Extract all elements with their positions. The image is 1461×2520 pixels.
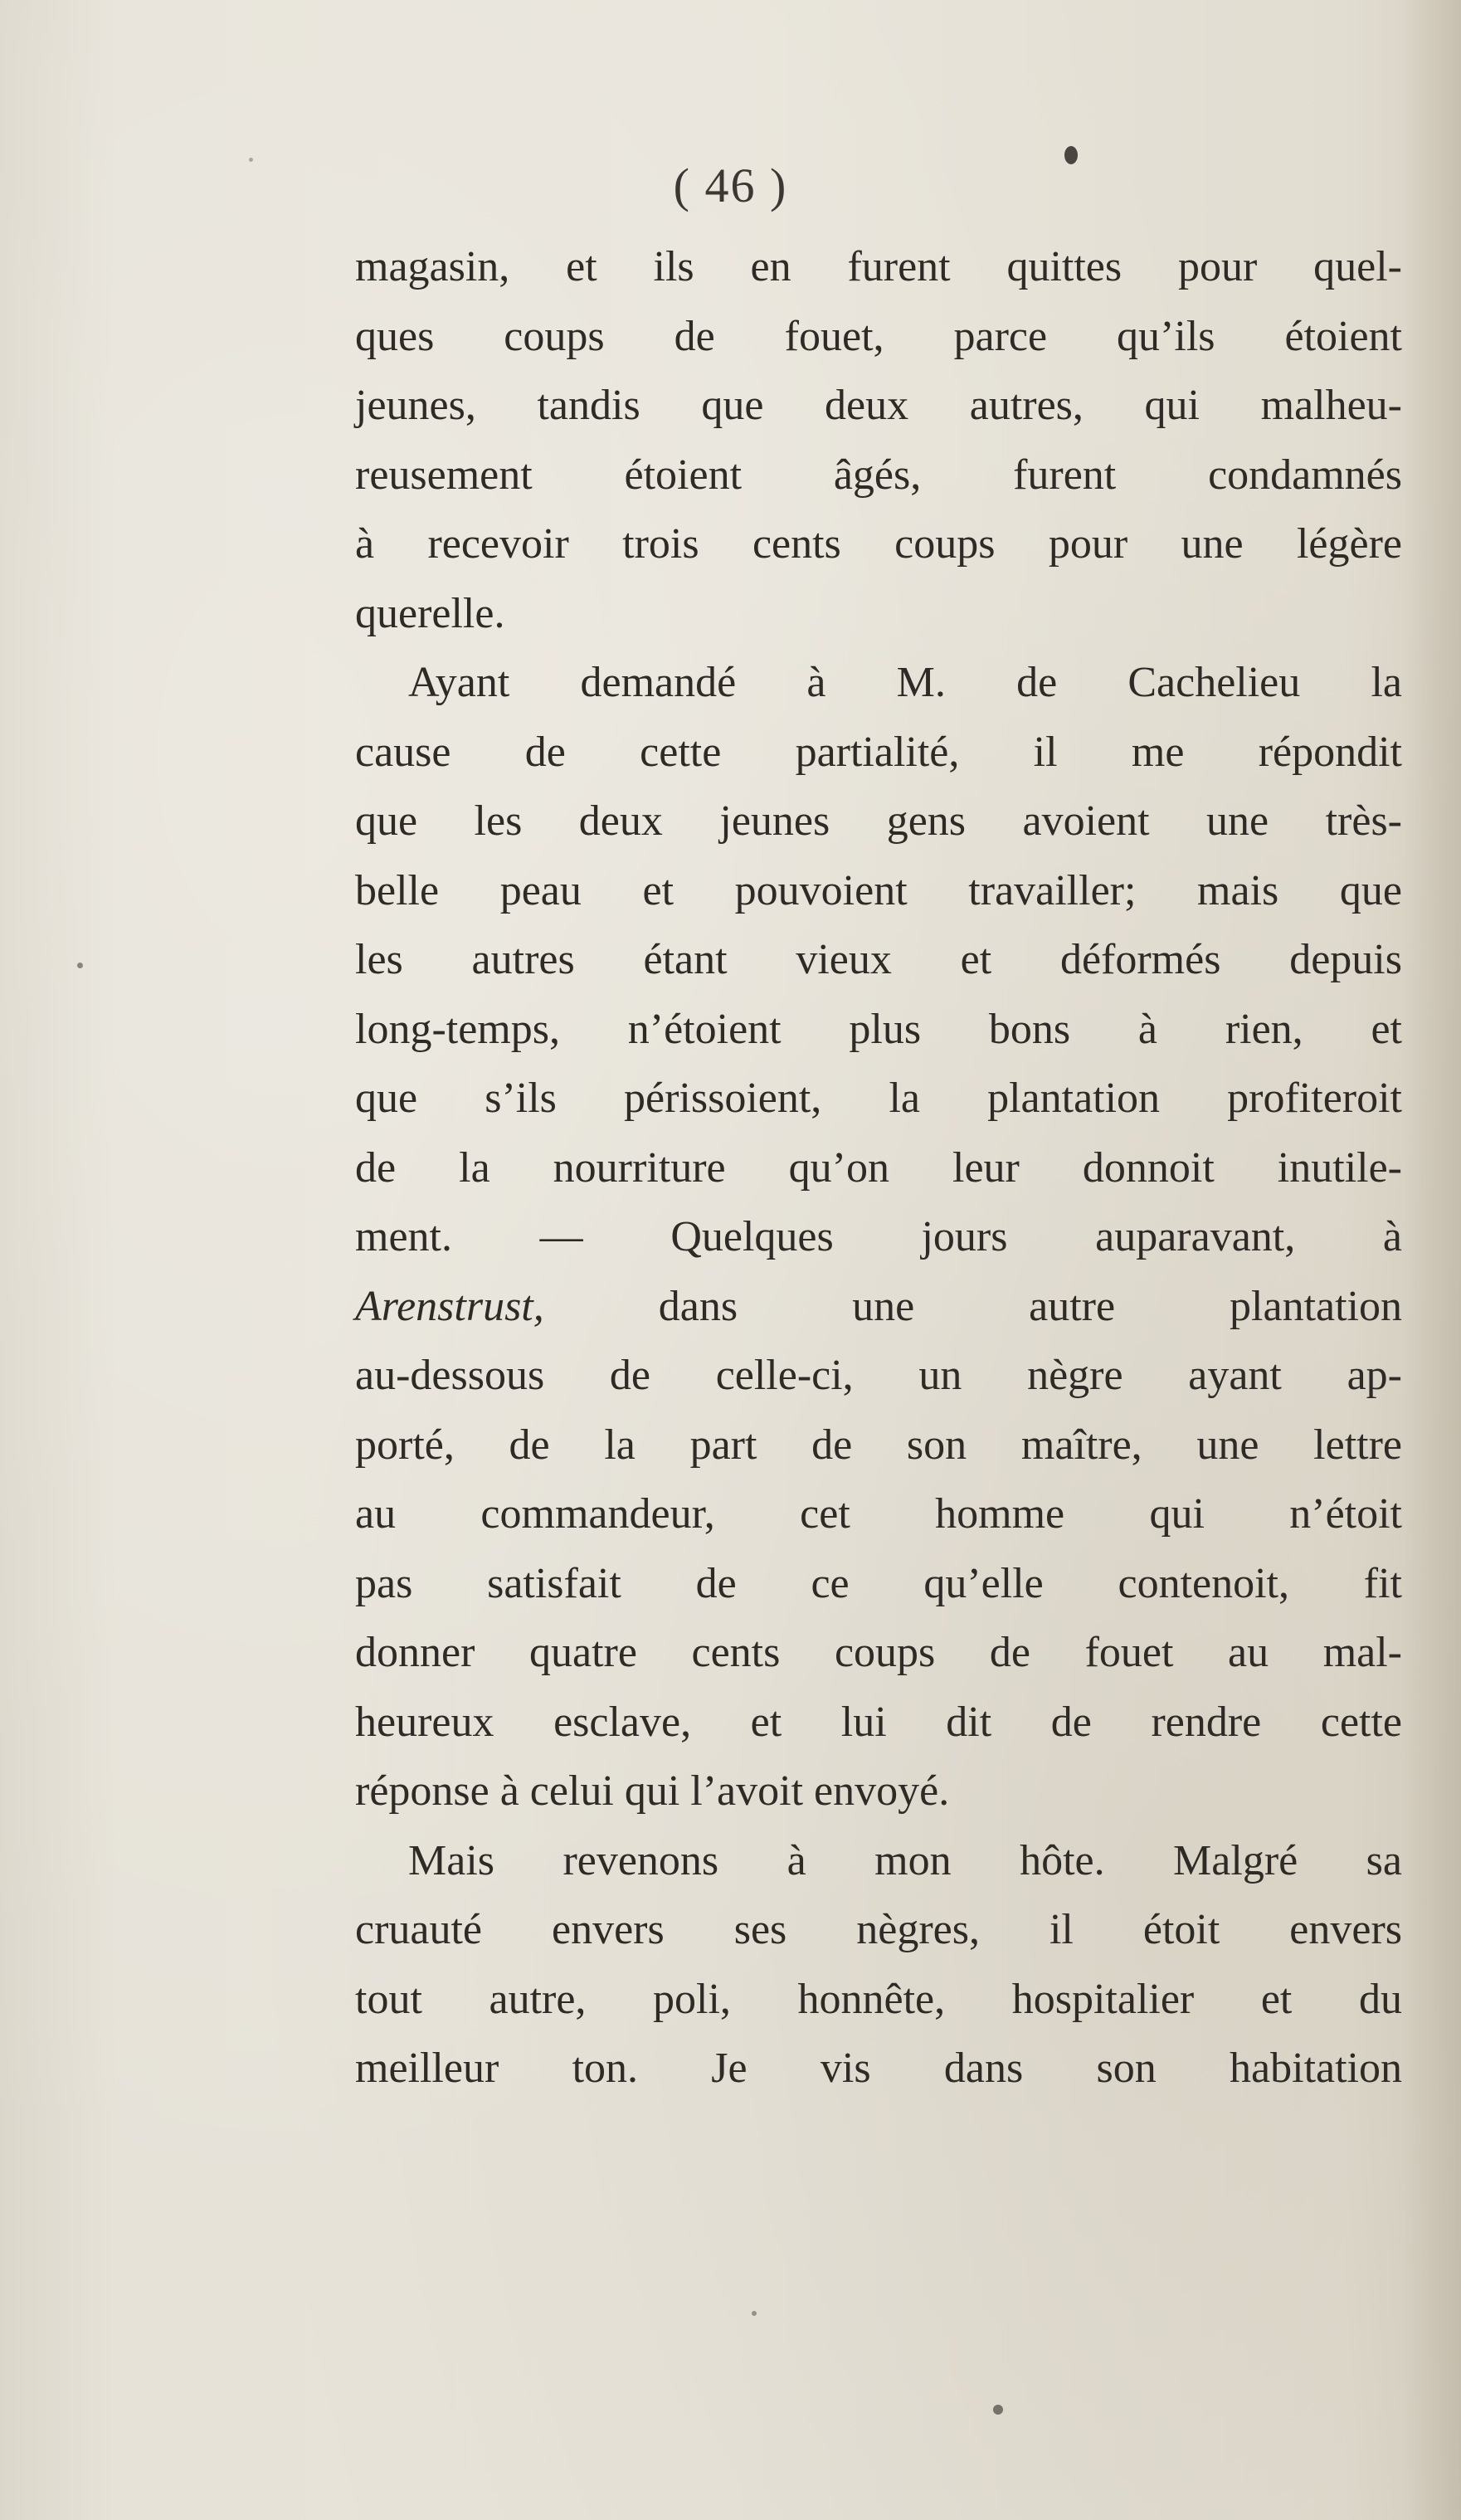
place-name-italic: Arenstrust, — [355, 1282, 544, 1330]
text-line: jeunes, tandis que deux autres, qui malheu- — [355, 382, 1402, 429]
text-line: ment. — Quelques jours auparavant, à — [355, 1213, 1402, 1260]
text-line: au-dessous de celle-ci, un nègre ayant ap- — [355, 1352, 1402, 1399]
text-line: pas satisfait de ce qu’elle contenoit, fit — [355, 1559, 1402, 1607]
paragraph-first-line: Mais revenons à mon hôte. Malgré sa — [408, 1836, 1402, 1884]
text-line: belle peau et pouvoient travailler; mais que — [355, 866, 1402, 914]
ink-speck — [993, 2405, 1003, 2415]
text-line: au commandeur, cet homme qui n’étoit — [355, 1490, 1402, 1538]
ink-speck — [249, 158, 253, 162]
page-number: ( 46 ) — [673, 158, 788, 212]
text-fragment: dans une autre plantation — [658, 1282, 1402, 1330]
text-line: cause de cette partialité, il me répondit — [355, 728, 1402, 776]
text-line: long-temps, n’étoient plus bons à rien, et — [355, 1005, 1402, 1053]
ink-speck — [77, 963, 83, 968]
text-line: les autres étant vieux et déformés depuis — [355, 936, 1402, 983]
text-line: magasin, et ils en furent quittes pour quel- — [355, 243, 1402, 290]
text-line: reusement étoient âgés, furent condamnés — [355, 451, 1402, 499]
text-line: porté, de la part de son maître, une lettre — [355, 1421, 1402, 1469]
text-line: réponse à celui qui l’avoit envoyé. — [355, 1767, 950, 1815]
text-line: querelle. — [355, 589, 505, 637]
text-line: à recevoir trois cents coups pour une légère — [355, 520, 1402, 568]
text-line: de la nourriture qu’on leur donnoit inutile- — [355, 1143, 1402, 1192]
text-line: ques coups de fouet, parce qu’ils étoient — [355, 312, 1402, 360]
text-line: meilleur ton. Je vis dans son habitation — [355, 2045, 1402, 2092]
text-line: heureux esclave, et lui dit de rendre cette — [355, 1698, 1402, 1746]
text-line-with-place — [355, 1272, 1402, 1342]
ink-speck — [752, 2311, 757, 2316]
ink-speck — [1064, 146, 1078, 164]
page-edge-shadow — [1403, 0, 1461, 2520]
text-line: que les deux jeunes gens avoient une très- — [355, 797, 1402, 845]
text-line: cruauté envers ses nègres, il étoit envers — [355, 1906, 1402, 1953]
text-line: tout autre, poli, honnête, hospitalier et du — [355, 1975, 1402, 2023]
body-text — [355, 232, 1402, 2103]
paragraph-first-line: Ayant demandé à M. de Cachelieu la — [408, 659, 1402, 706]
text-line: que s’ils périssoient, la plantation profiteroit — [355, 1075, 1402, 1122]
text-line: donner quatre cents coups de fouet au mal- — [355, 1629, 1402, 1676]
